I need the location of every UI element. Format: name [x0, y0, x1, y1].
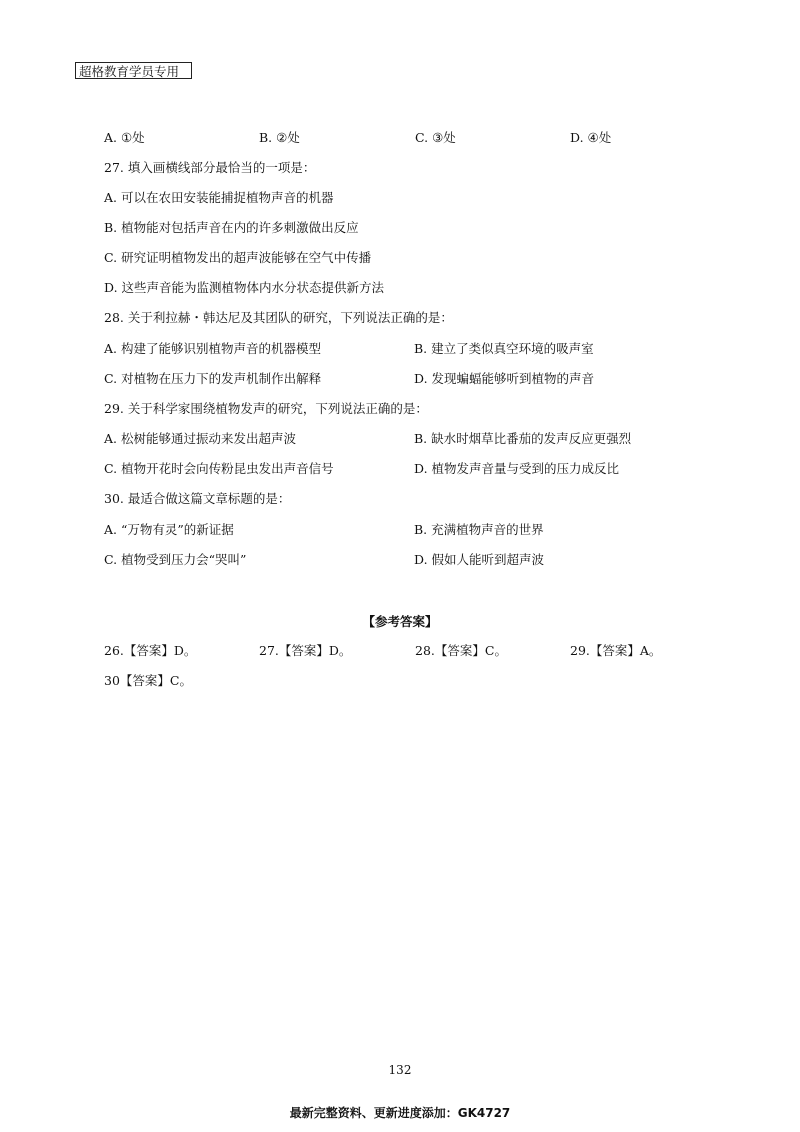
q30-options-row2 [104, 550, 664, 570]
q28-option-d: D. 发现蝙蝠能够听到植物的声音 [414, 371, 595, 386]
q27-option-a: A. 可以在农田安装能捕捉植物声音的机器 [104, 190, 334, 205]
q29-stem: 29. 关于科学家围绕植物发声的研究，下列说法正确的是： [104, 401, 428, 416]
q26-option-a: A. ①处 [104, 130, 145, 145]
q28-options-row2 [104, 369, 664, 389]
q29-option-d: D. 植物发声音量与受到的压力成反比 [414, 461, 620, 476]
q29-option-a: A. 松树能够通过振动来发出超声波 [104, 431, 296, 446]
q29-options-row1 [104, 429, 664, 449]
q27-option-d: D. 这些声音能为监测植物体内水分状态提供新方法 [104, 280, 385, 295]
q26-option-c: C. ③处 [415, 130, 456, 145]
q28-stem: 28. 关于利拉赫・韩达尼及其团队的研究，下列说法正确的是： [104, 310, 453, 325]
answer-27: 27.【答案】D。 [259, 643, 352, 658]
q29-option-c: C. 植物开花时会向传粉昆虫发出声音信号 [104, 461, 334, 476]
answers-row1 [104, 641, 664, 661]
q27-option-c: C. 研究证明植物发出的超声波能够在空气中传播 [104, 250, 372, 265]
header-badge: 超格教育学员专用 [75, 62, 192, 79]
q26-option-d: D. ④处 [570, 130, 612, 145]
answer-30: 30【答案】C。 [104, 673, 192, 688]
q30-option-c: C. 植物受到压力会“哭叫” [104, 552, 247, 567]
page-number: 132 [388, 1063, 412, 1077]
q28-options-row1 [104, 339, 664, 359]
q28-option-c: C. 对植物在压力下的发声机制作出解释 [104, 371, 322, 386]
q26-options [104, 128, 664, 148]
q26-option-b: B. ②处 [259, 130, 300, 145]
answer-28: 28.【答案】C。 [415, 643, 507, 658]
q30-options-row1 [104, 520, 664, 540]
q29-options-row2 [104, 459, 664, 479]
q29-option-b: B. 缺水时烟草比番茄的发声反应更强烈 [414, 431, 632, 446]
answer-29: 29.【答案】A。 [570, 643, 662, 658]
answer-26: 26.【答案】D。 [104, 643, 197, 658]
q27-option-b: B. 植物能对包括声音在内的许多刺激做出反应 [104, 220, 359, 235]
q30-option-a: A. “万物有灵”的新证据 [104, 522, 234, 537]
q27-stem: 27. 填入画横线部分最恰当的一项是： [104, 160, 316, 175]
q30-option-d: D. 假如人能听到超声波 [414, 552, 545, 567]
q28-option-a: A. 构建了能够识别植物声音的机器模型 [104, 341, 321, 356]
footer-note: 最新完整资料、更新进度添加：GK4727 [289, 1106, 511, 1120]
q30-option-b: B. 充满植物声音的世界 [414, 522, 544, 537]
q28-option-b: B. 建立了类似真空环境的吸声室 [414, 341, 594, 356]
q30-stem: 30. 最适合做这篇文章标题的是： [104, 491, 291, 506]
answers-title: 【参考答案】 [362, 614, 438, 629]
